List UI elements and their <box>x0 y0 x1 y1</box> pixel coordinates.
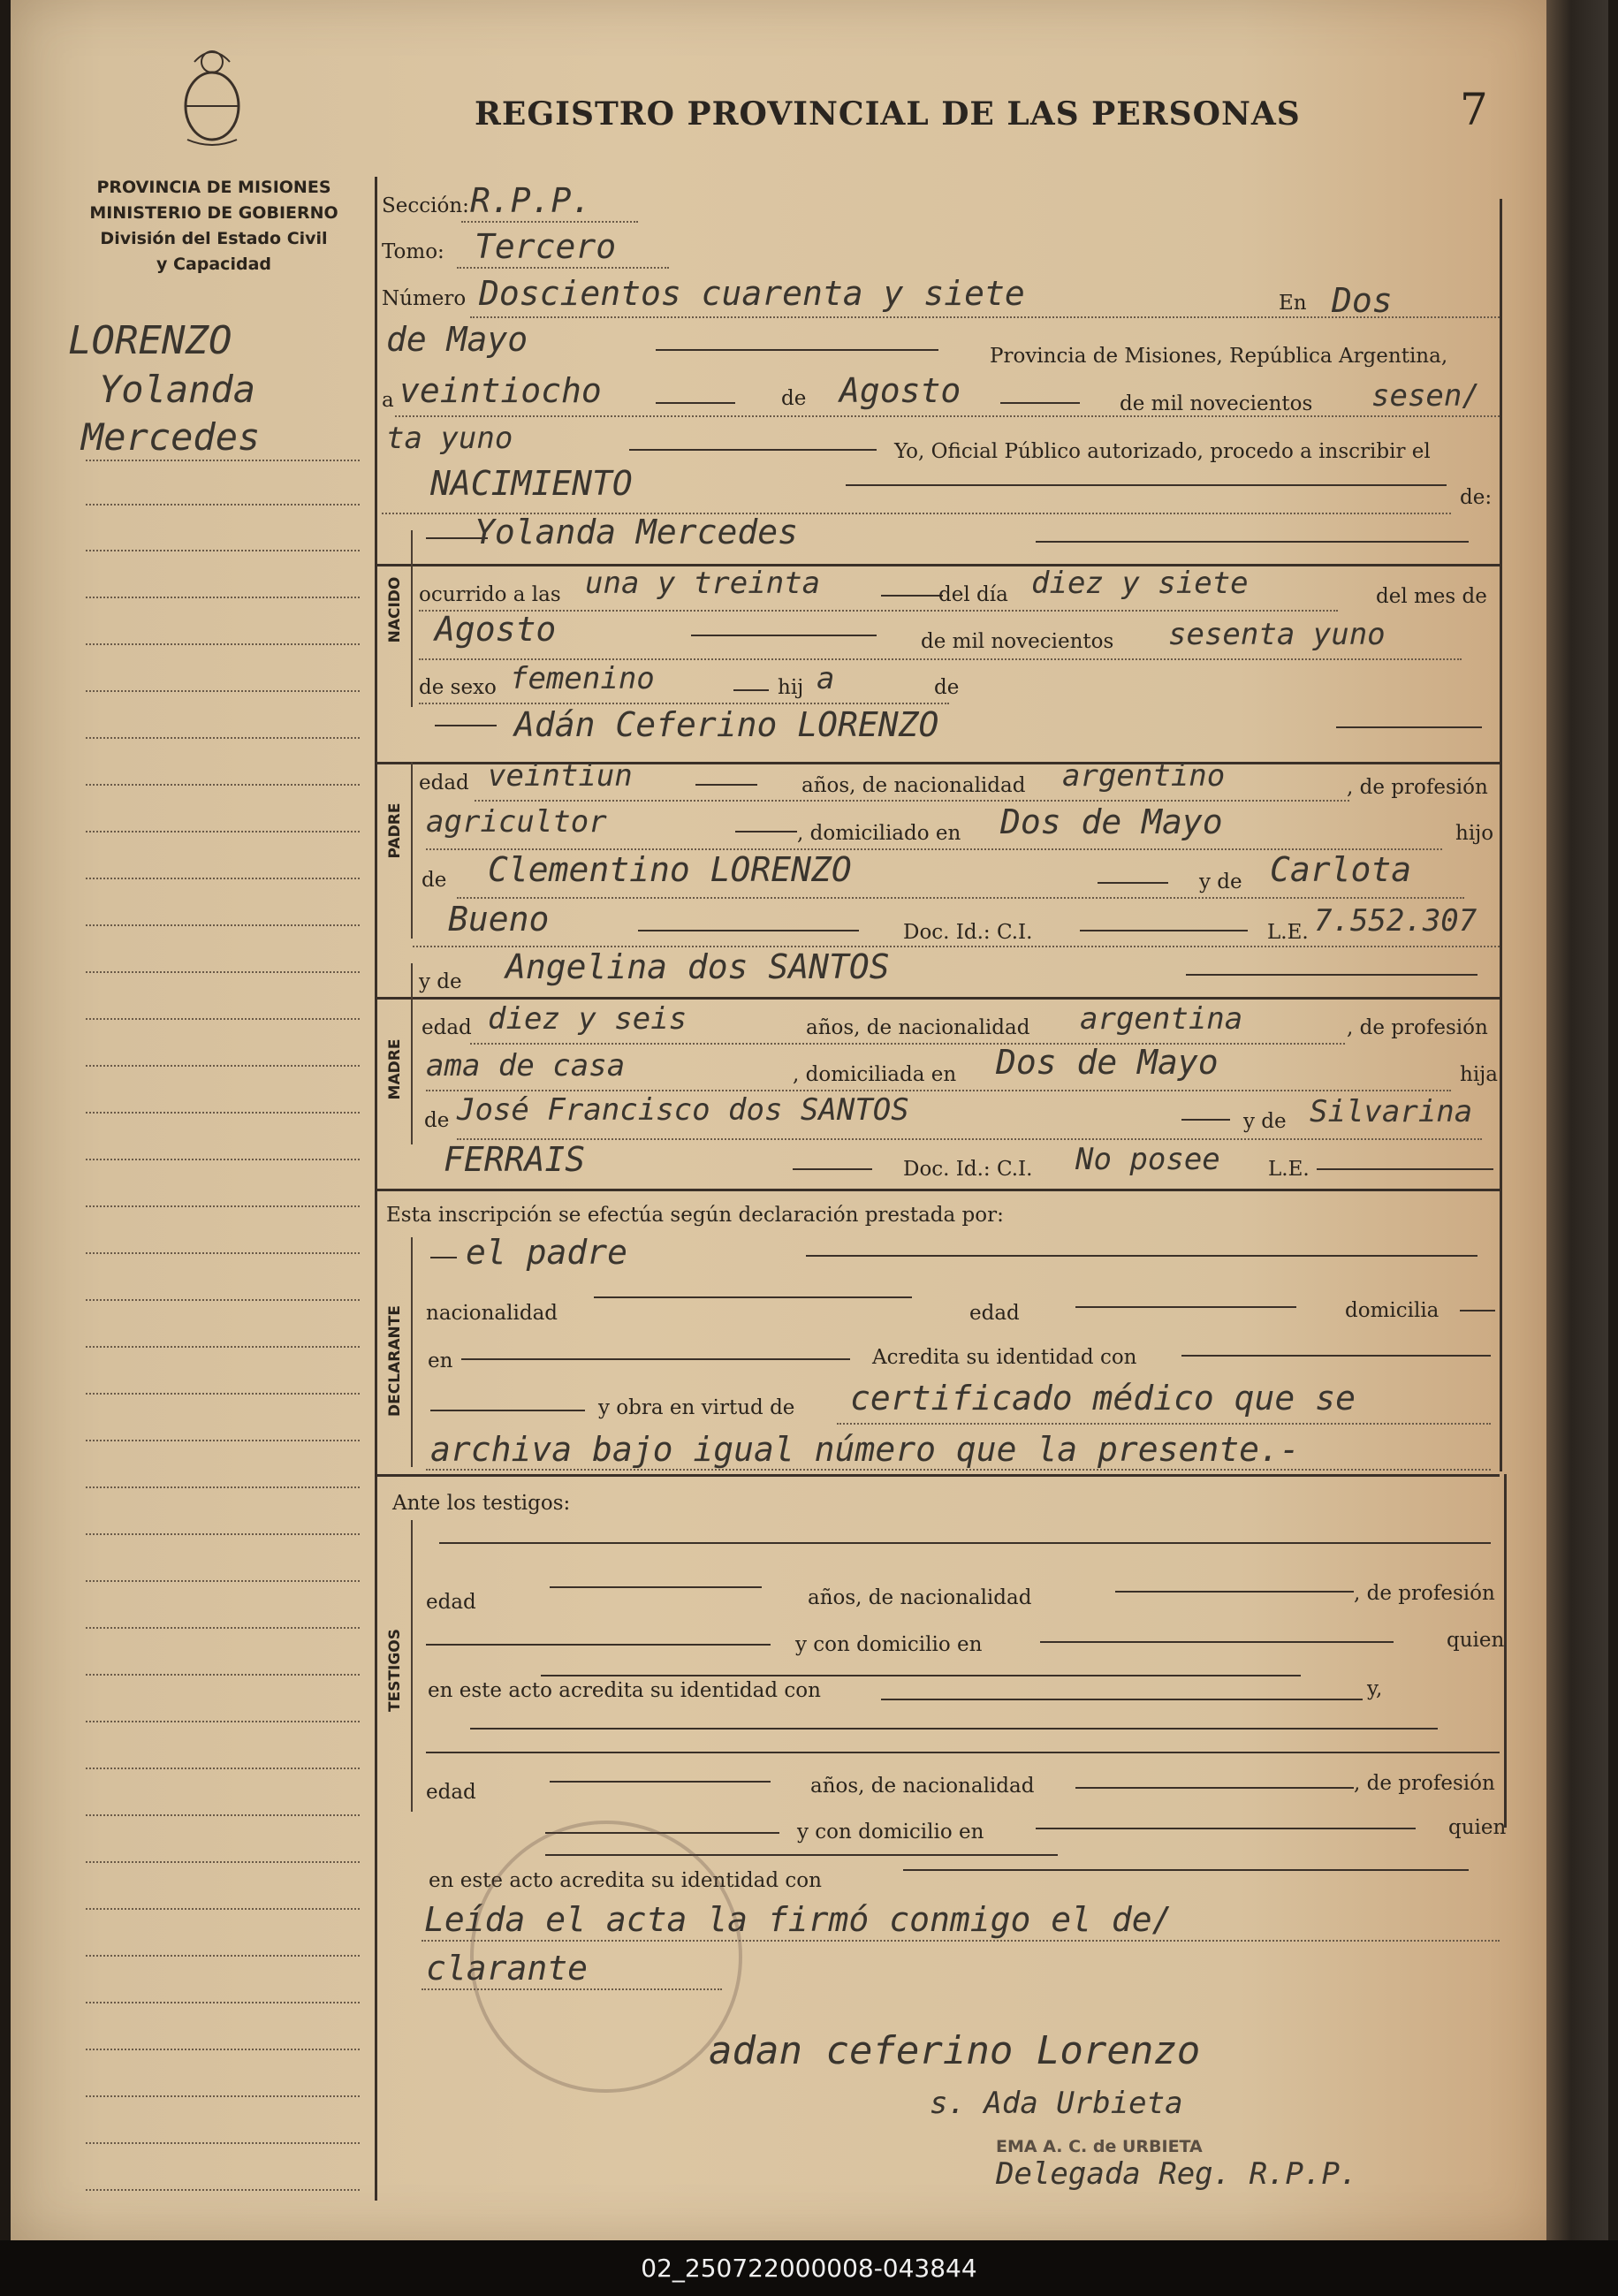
margin-rule <box>86 1674 360 1676</box>
fill-line <box>656 402 735 404</box>
de-label: de <box>781 387 807 410</box>
field-rule <box>457 267 669 269</box>
en-label: En <box>1279 292 1307 315</box>
margin-rule <box>86 1908 360 1910</box>
sexo-value: femenino <box>510 661 655 696</box>
section-divider <box>375 997 1500 1000</box>
declarante-edad-label: edad <box>969 1302 1020 1325</box>
anio-nac-value: sesenta yuno <box>1168 617 1386 652</box>
coat-of-arms-icon <box>177 42 247 148</box>
fill-line <box>903 1869 1469 1871</box>
nota-a-value: Leída el acta la firmó conmigo el de/ <box>424 1900 1173 1939</box>
madre-yde-label: y de <box>419 970 462 993</box>
margin-rule <box>86 831 360 832</box>
esta-inscripcion-label: Esta inscripción se efectúa según declaración prestada por: <box>386 1204 1004 1227</box>
tomo-label: Tomo: <box>382 240 444 263</box>
padre-le-label: L.E. <box>1267 921 1309 944</box>
madre-yde2-label: y de <box>1243 1110 1287 1133</box>
margin-rule <box>86 1580 360 1582</box>
margin-rule <box>86 1533 360 1535</box>
de-mil-label: de mil novecientos <box>1120 392 1313 415</box>
padre-de-label: de <box>422 869 447 892</box>
margin-rule <box>86 878 360 879</box>
madre-ci-value: No posee <box>1075 1142 1220 1177</box>
fill-line <box>1075 1787 1354 1789</box>
field-rule <box>426 1090 1451 1091</box>
dept-line: y Capacidad <box>156 255 271 274</box>
fill-line <box>881 595 943 597</box>
testigo2-domic-label: y con domicilio en <box>797 1821 984 1844</box>
fill-line <box>1181 1119 1230 1121</box>
margin-rule <box>86 2142 360 2144</box>
margin-rule <box>86 1346 360 1348</box>
section-divider <box>375 564 1500 566</box>
section-tab-line <box>411 1520 413 1812</box>
margin-rule <box>86 643 360 645</box>
obra-virtud-label: y obra en virtud de <box>598 1396 795 1419</box>
field-rule <box>419 610 1338 612</box>
section-tab-line <box>411 762 413 939</box>
fill-line <box>735 831 797 832</box>
dia-nac-value: diez y siete <box>1031 566 1249 601</box>
de-sexo-label: de sexo <box>419 676 497 699</box>
margin-rule <box>86 2189 360 2191</box>
padre-edad-value: veintiun <box>488 758 633 794</box>
padre-madre-b-value: Bueno <box>448 900 550 939</box>
padre-domic-label: , domiciliado en <box>797 822 961 845</box>
madre-nac-value: argentina <box>1080 1001 1243 1037</box>
field-rule <box>837 1423 1491 1425</box>
official-stamp-text: EMA A. C. de URBIETA <box>996 2137 1203 2156</box>
madre-edad-value: diez y seis <box>488 1001 687 1037</box>
madre-le-label: L.E. <box>1268 1158 1310 1181</box>
fill-line <box>1336 726 1482 728</box>
testigo1-edad-label: edad <box>426 1591 476 1614</box>
fill-line <box>435 725 497 726</box>
fill-line <box>691 635 877 636</box>
document-page <box>11 0 1550 2240</box>
hij-label: hij <box>778 676 804 699</box>
margin-rule <box>86 1018 360 1020</box>
margin-name2: Mercedes <box>81 415 261 459</box>
fill-line <box>430 1257 457 1258</box>
testigo2-prof-label: , de profesión <box>1354 1772 1495 1795</box>
signature-declarante: adan ceferino Lorenzo <box>709 2028 1201 2073</box>
padre-dom-value: Dos de Mayo <box>1000 802 1223 841</box>
section-divider <box>375 1474 1500 1477</box>
de-hij-label: de <box>934 676 960 699</box>
madre-anos-label: años, de nacionalidad <box>806 1016 1030 1039</box>
margin-rule <box>86 597 360 598</box>
margin-name1: Yolanda <box>99 368 256 411</box>
a-label: a <box>382 389 394 412</box>
nota-b-value: clarante <box>426 1949 589 1988</box>
fill-line <box>695 784 757 786</box>
margin-rule <box>86 504 360 506</box>
margin-rule <box>86 1861 360 1863</box>
margin-rule <box>86 2002 360 2003</box>
padre-hijo-label: hijo <box>1455 822 1494 845</box>
testigo1-quien-label: quien <box>1447 1629 1505 1652</box>
margin-rule <box>86 550 360 551</box>
fill-line <box>550 1781 771 1783</box>
department-block <box>72 175 355 277</box>
madre-section-label: MADRE <box>386 1038 404 1100</box>
acto-value: NACIMIENTO <box>430 464 633 503</box>
margin-rule <box>86 1486 360 1488</box>
testigo2-anos-label: años, de nacionalidad <box>810 1775 1035 1798</box>
declarante-nac-label: nacionalidad <box>426 1302 558 1325</box>
margin-rule <box>86 1393 360 1395</box>
image-id-footer: 02_250722000008-043844 <box>0 2240 1618 2296</box>
madre-doc-label: Doc. Id.: C.I. <box>903 1158 1033 1181</box>
dept-line: División del Estado Civil <box>100 229 328 248</box>
testigo2-acredita-label: en este acto acredita su identidad con <box>429 1869 822 1892</box>
field-rule <box>475 800 1349 802</box>
padre-section-label: PADRE <box>386 802 404 859</box>
margin-rule <box>86 737 360 739</box>
padre-doc-label: Doc. Id.: C.I. <box>903 921 1033 944</box>
field-rule <box>461 221 638 223</box>
fill-line <box>881 1699 1363 1700</box>
fill-line <box>1181 1355 1491 1357</box>
margin-rule <box>86 1627 360 1629</box>
testigo1-anos-label: años, de nacionalidad <box>808 1586 1032 1609</box>
madre-dom-value: Dos de Mayo <box>996 1043 1219 1082</box>
registry-title: REGISTRO PROVINCIAL DE LAS PERSONAS <box>475 95 1301 133</box>
mes-value: Agosto <box>839 371 961 410</box>
madre-hija-label: hija <box>1460 1063 1499 1086</box>
madre-edad-label: edad <box>422 1016 472 1039</box>
fill-line <box>1000 402 1080 404</box>
fill-line <box>629 449 877 451</box>
field-rule <box>426 1469 1491 1471</box>
field-rule <box>422 1988 722 1990</box>
declarante-en-label: en <box>428 1349 453 1372</box>
padre-prof-label: , de profesión <box>1347 776 1488 799</box>
madre-padre-value: José Francisco dos SANTOS <box>457 1092 909 1128</box>
acredita-label: Acredita su identidad con <box>872 1346 1137 1369</box>
testigo2-edad-label: edad <box>426 1781 476 1804</box>
dia-value: veintiocho <box>399 371 602 410</box>
madre-prof-value: ama de casa <box>426 1048 626 1083</box>
madre-madre-a-value: Silvarina <box>1310 1094 1473 1129</box>
margin-rule <box>86 1112 360 1114</box>
official-title: Delegada Reg. R.P.P. <box>996 2156 1358 2192</box>
padre-nombre-value: Adán Ceferino LORENZO <box>514 705 939 744</box>
yo-oficial-label: Yo, Oficial Público autorizado, procedo a inscribir el <box>894 440 1431 463</box>
del-dia-label: del día <box>938 583 1008 606</box>
padre-nac-value: argentino <box>1062 758 1226 794</box>
fill-line <box>1080 930 1248 931</box>
testigo1-y-label: y, <box>1367 1677 1383 1700</box>
testigo2-quien-label: quien <box>1448 1816 1507 1839</box>
main-right-border <box>1500 199 1502 1471</box>
en-value: Dos <box>1332 281 1393 320</box>
padre-yde-label: y de <box>1199 871 1242 893</box>
dept-line: PROVINCIA DE MISIONES <box>96 178 331 197</box>
fill-line <box>1317 1168 1493 1170</box>
signature-official: s. Ada Urbieta <box>930 2086 1183 2121</box>
margin-rule <box>86 1440 360 1441</box>
margin-surname: LORENZO <box>68 318 232 363</box>
madre-de-label: de <box>424 1109 450 1132</box>
fill-line <box>638 930 859 931</box>
padre-prof-value: agricultor <box>426 804 607 840</box>
margin-rule <box>86 1299 360 1301</box>
fill-line <box>426 1752 1500 1753</box>
field-rule <box>457 1138 1482 1140</box>
fill-line <box>733 689 769 691</box>
field-rule <box>457 897 1464 899</box>
fill-line <box>1040 1641 1394 1643</box>
anio-a-value: sesen/ <box>1371 378 1480 414</box>
provincia-label: Provincia de Misiones, República Argentina, <box>990 345 1448 368</box>
numero-label: Número <box>382 287 467 310</box>
field-rule <box>470 316 1500 318</box>
fill-line <box>439 1542 1491 1544</box>
padre-edad-label: edad <box>419 772 469 794</box>
testigo1-domic-label: y con domicilio en <box>795 1633 983 1656</box>
fill-line <box>430 1410 585 1411</box>
madre-domic-label: , domiciliada en <box>793 1063 957 1086</box>
hij-suffix-value: a <box>817 661 835 696</box>
fill-line <box>594 1296 912 1298</box>
fill-line <box>1115 1591 1354 1593</box>
padre-anos-label: años, de nacionalidad <box>801 774 1026 797</box>
obra-a-value: certificado médico que se <box>850 1379 1356 1418</box>
field-rule <box>419 658 1462 660</box>
margin-rule <box>86 1814 360 1816</box>
madre-madre-b-value: FERRAIS <box>444 1140 586 1179</box>
page-number: 7 <box>1460 84 1488 135</box>
section-tab-line <box>411 963 413 1144</box>
numero-value: Doscientos cuarenta y siete <box>479 274 1025 313</box>
margin-rule <box>86 971 360 973</box>
testigo1-acredita-label: en este acto acredita su identidad con <box>428 1679 821 1702</box>
right-border-lower <box>1504 1474 1507 1828</box>
section-tab-line <box>411 1237 413 1467</box>
anio-b-value: ta yuno <box>386 421 513 456</box>
margin-rule <box>86 460 360 461</box>
margin-rule <box>86 1205 360 1207</box>
margin-rule <box>86 1159 360 1160</box>
margin-rule <box>86 1721 360 1722</box>
mes-nac-value: Agosto <box>435 610 557 649</box>
testigos-section-label: TESTIGOS <box>386 1628 404 1713</box>
fill-line <box>1036 541 1469 543</box>
de-mil2-label: de mil novecientos <box>921 630 1114 653</box>
ocurrido-label: ocurrido a las <box>419 583 561 606</box>
section-divider <box>375 1189 1500 1191</box>
margin-rule <box>86 1955 360 1957</box>
margin-rule <box>86 2049 360 2050</box>
padre-le-value: 7.552.307 <box>1314 903 1477 939</box>
hora-value: una y treinta <box>585 566 821 601</box>
seccion-value: R.P.P. <box>470 181 592 220</box>
field-rule <box>419 703 949 704</box>
nacido-section-label: NACIDO <box>386 576 404 643</box>
margin-rule <box>86 1065 360 1067</box>
del-mes-label: del mes de <box>1376 585 1487 608</box>
obra-b-value: archiva bajo igual número que la presente.- <box>430 1430 1300 1469</box>
fill-line <box>656 349 938 351</box>
margin-rule <box>86 924 360 926</box>
tomo-value: Tercero <box>475 227 617 266</box>
fill-line <box>1075 1306 1296 1308</box>
testigo1-prof-label: , de profesión <box>1354 1582 1495 1605</box>
nombre-value: Yolanda Mercedes <box>475 513 799 551</box>
seccion-label: Sección: <box>382 194 469 217</box>
padre-madre-a-value: Carlota <box>1270 850 1412 889</box>
declarante-domicilia-label: domicilia <box>1345 1299 1439 1322</box>
fill-line <box>550 1586 762 1588</box>
fill-line <box>1460 1310 1495 1311</box>
margin-rule <box>86 1768 360 1769</box>
margin-rule <box>86 784 360 786</box>
margin-rule <box>86 1252 360 1254</box>
fill-line <box>1098 882 1168 884</box>
madre-prof-label: , de profesión <box>1347 1016 1488 1039</box>
fill-line <box>1036 1828 1416 1829</box>
margin-rule <box>86 2095 360 2097</box>
declarante-section-label: DECLARANTE <box>386 1305 404 1417</box>
fill-line <box>1186 974 1477 976</box>
fill-line <box>426 1644 771 1646</box>
padre-padre-value: Clementino LORENZO <box>488 850 852 889</box>
lugar-value: de Mayo <box>386 320 528 359</box>
fill-line <box>806 1255 1477 1257</box>
section-tab-line <box>411 530 413 707</box>
fill-line <box>793 1168 872 1170</box>
declarante-value: el padre <box>466 1233 628 1272</box>
field-rule <box>422 1940 1500 1942</box>
book-spine <box>1546 0 1608 2240</box>
fill-line <box>846 484 1447 486</box>
fill-line <box>541 1675 1301 1676</box>
de-colon-label: de: <box>1460 486 1493 509</box>
field-rule <box>395 415 1500 417</box>
fill-line <box>461 1358 850 1360</box>
madre-nombre-value: Angelina dos SANTOS <box>505 947 890 986</box>
fill-line <box>470 1728 1438 1730</box>
dept-line: MINISTERIO DE GOBIERNO <box>89 203 338 223</box>
margin-rule <box>86 690 360 692</box>
ante-testigos-label: Ante los testigos: <box>392 1492 571 1515</box>
